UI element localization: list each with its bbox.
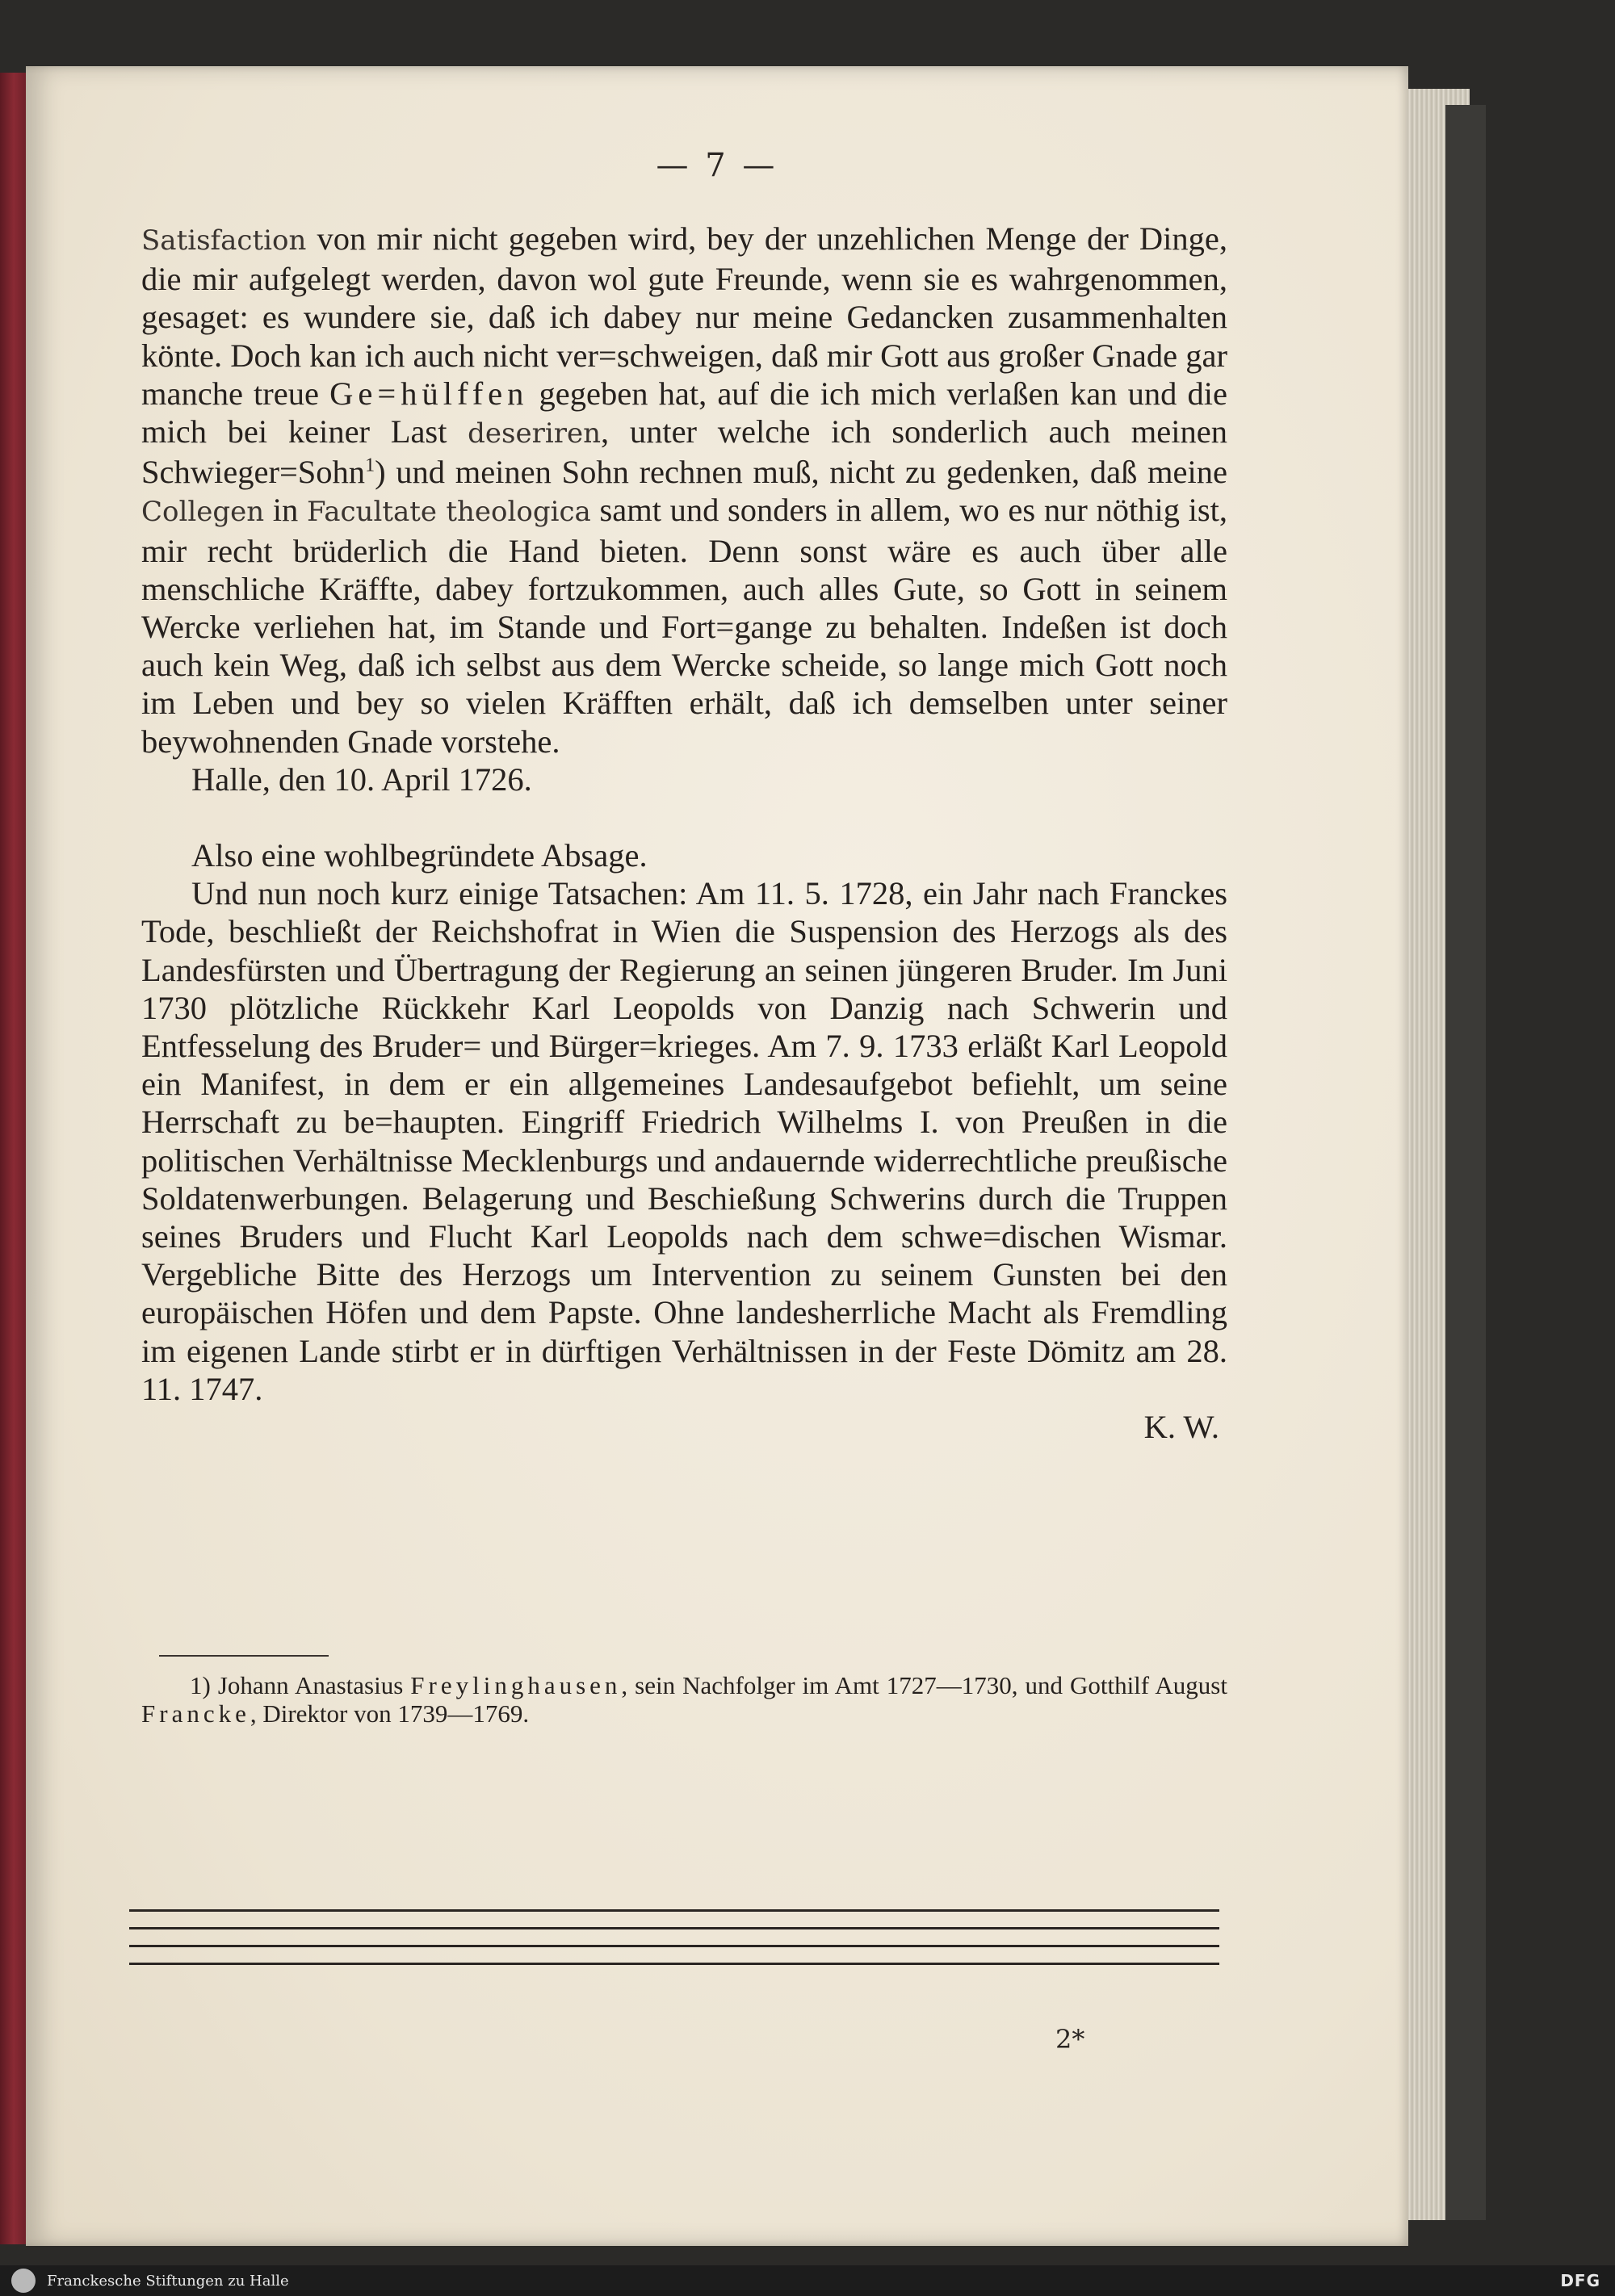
spaced-name: Freylinghausen (410, 1671, 622, 1699)
footnote-rule (159, 1655, 329, 1657)
footer-banner (0, 2265, 1615, 2296)
book-binding (0, 73, 27, 2244)
latin-word: deseriren (468, 417, 601, 450)
dateline: Halle, den 10. April 1726. (191, 760, 532, 798)
dfg-logo: DFG (1560, 2271, 1600, 2290)
rule-line (129, 1945, 1219, 1947)
latin-word: Collegen (141, 496, 265, 529)
institution-name: Franckesche Stiftungen zu Halle (47, 2273, 289, 2290)
book-cover-edge (1445, 105, 1486, 2220)
page-number: — 7 — (656, 147, 778, 184)
rule-line (129, 1927, 1219, 1929)
spaced-word: Ge=hülffen (329, 375, 529, 412)
rule-line (129, 1963, 1219, 1965)
latin-word: Satisfaction (141, 224, 307, 257)
spacer (141, 798, 1227, 836)
body-text (141, 220, 1227, 1446)
footnote-1: 1) Johann Anastasius Freylinghausen, sein Nachfolger im Amt 1727—1730, und Gotthilf August Francke, Direktor von 1739—1769. (141, 1671, 1227, 1728)
signature: K. W. (1143, 1409, 1219, 1446)
footnote-marker: 1 (365, 455, 375, 476)
spaced-name: Francke (141, 1699, 250, 1728)
footnotes (141, 1671, 1227, 1728)
paragraph-absage: Also eine wohlbegründete Absage. (191, 837, 648, 874)
book-page (26, 66, 1408, 2246)
ornamental-rules (129, 1909, 1219, 1980)
paragraph-tatsachen: Und nun noch kurz einige Tatsachen: Am 11. 5. 1728, ein Jahr nach Franckes Tode, beschließt der Reichshofrat in Wien die Suspension des Herzogs als des Landesfürsten und Übertragung der Regierung an seinen jüngeren Bruder. Im Juni 1730 plötzliche Rückkehr Karl Leopolds von Danzig nach Schwerin und Entfesselung des Bruder= und Bürger=krieges. Am 7. 9. 1733 erläßt Karl Leopold ein Manifest, in dem er ein allgemeines Landesaufgebot befiehlt, um seine Herrschaft zu be=haupten. Eingriff Friedrich Wilhelms I. von Preußen in die politischen Verhältnisse Mecklenburgs und andauernde widerrechtliche preußische Soldatenwerbungen. Belagerung und Beschießung Schwerins durch die Truppen seines Bruders und Flucht Karl Leopolds nach dem schwe=dischen Wismar. Vergebliche Bitte des Herzogs um Intervention zu seinem Gunsten bei den europäischen Höfen und dem Papste. Ohne landesherrliche Macht als Fremdling im eigenen Lande stirbt er in dürftigen Verhältnissen in der Feste Dömitz am 28. 11. 1747. (141, 875, 1227, 1407)
sheet-signature-mark: 2* (1055, 2024, 1085, 2055)
latin-word: Facultate theologica (306, 496, 591, 529)
paragraph-letter: Satisfaction von mir nicht gegeben wird, bey der unzehlichen Menge der Dinge, die mir aufgelegt werden, davon wol gute Freunde, wenn sie es wahrgenommen, gesaget: es wundere sie, daß ich dabey nur meine Gedancken zusammenhalten könte. Doch kan ich auch nicht ver=schweigen, daß mir Gott aus großer Gnade gar manche treue Ge=hülffen gegeben hat, auf die ich mich verlaßen kan und die mich bei keiner Last deseriren, unter welche ich sonderlich auch meinen Schwieger=Sohn$^1$) und meinen Sohn rechnen muß, nicht zu gedenken, daß meine Collegen in Facultate theologica samt und sonders in allem, wo es nur nöthig ist, mir recht brüderlich die Hand bieten. Denn sonst wäre es auch über alle menschliche Kräffte, dabey fortzukommen, auch alles Gute, so Gott in seinem Wercke verliehen hat, im Stande und Fort=gange zu behalten. Indeßen ist doch auch kein Weg, daß ich selbst aus dem Wercke scheide, so lange mich Gott noch im Leben und bey so vielen Kräfften erhält, daß ich demselben unter seiner beywohnenden Gnade vorstehe. (141, 220, 1227, 760)
institution-logo-icon (11, 2269, 36, 2293)
rule-line (129, 1909, 1219, 1912)
